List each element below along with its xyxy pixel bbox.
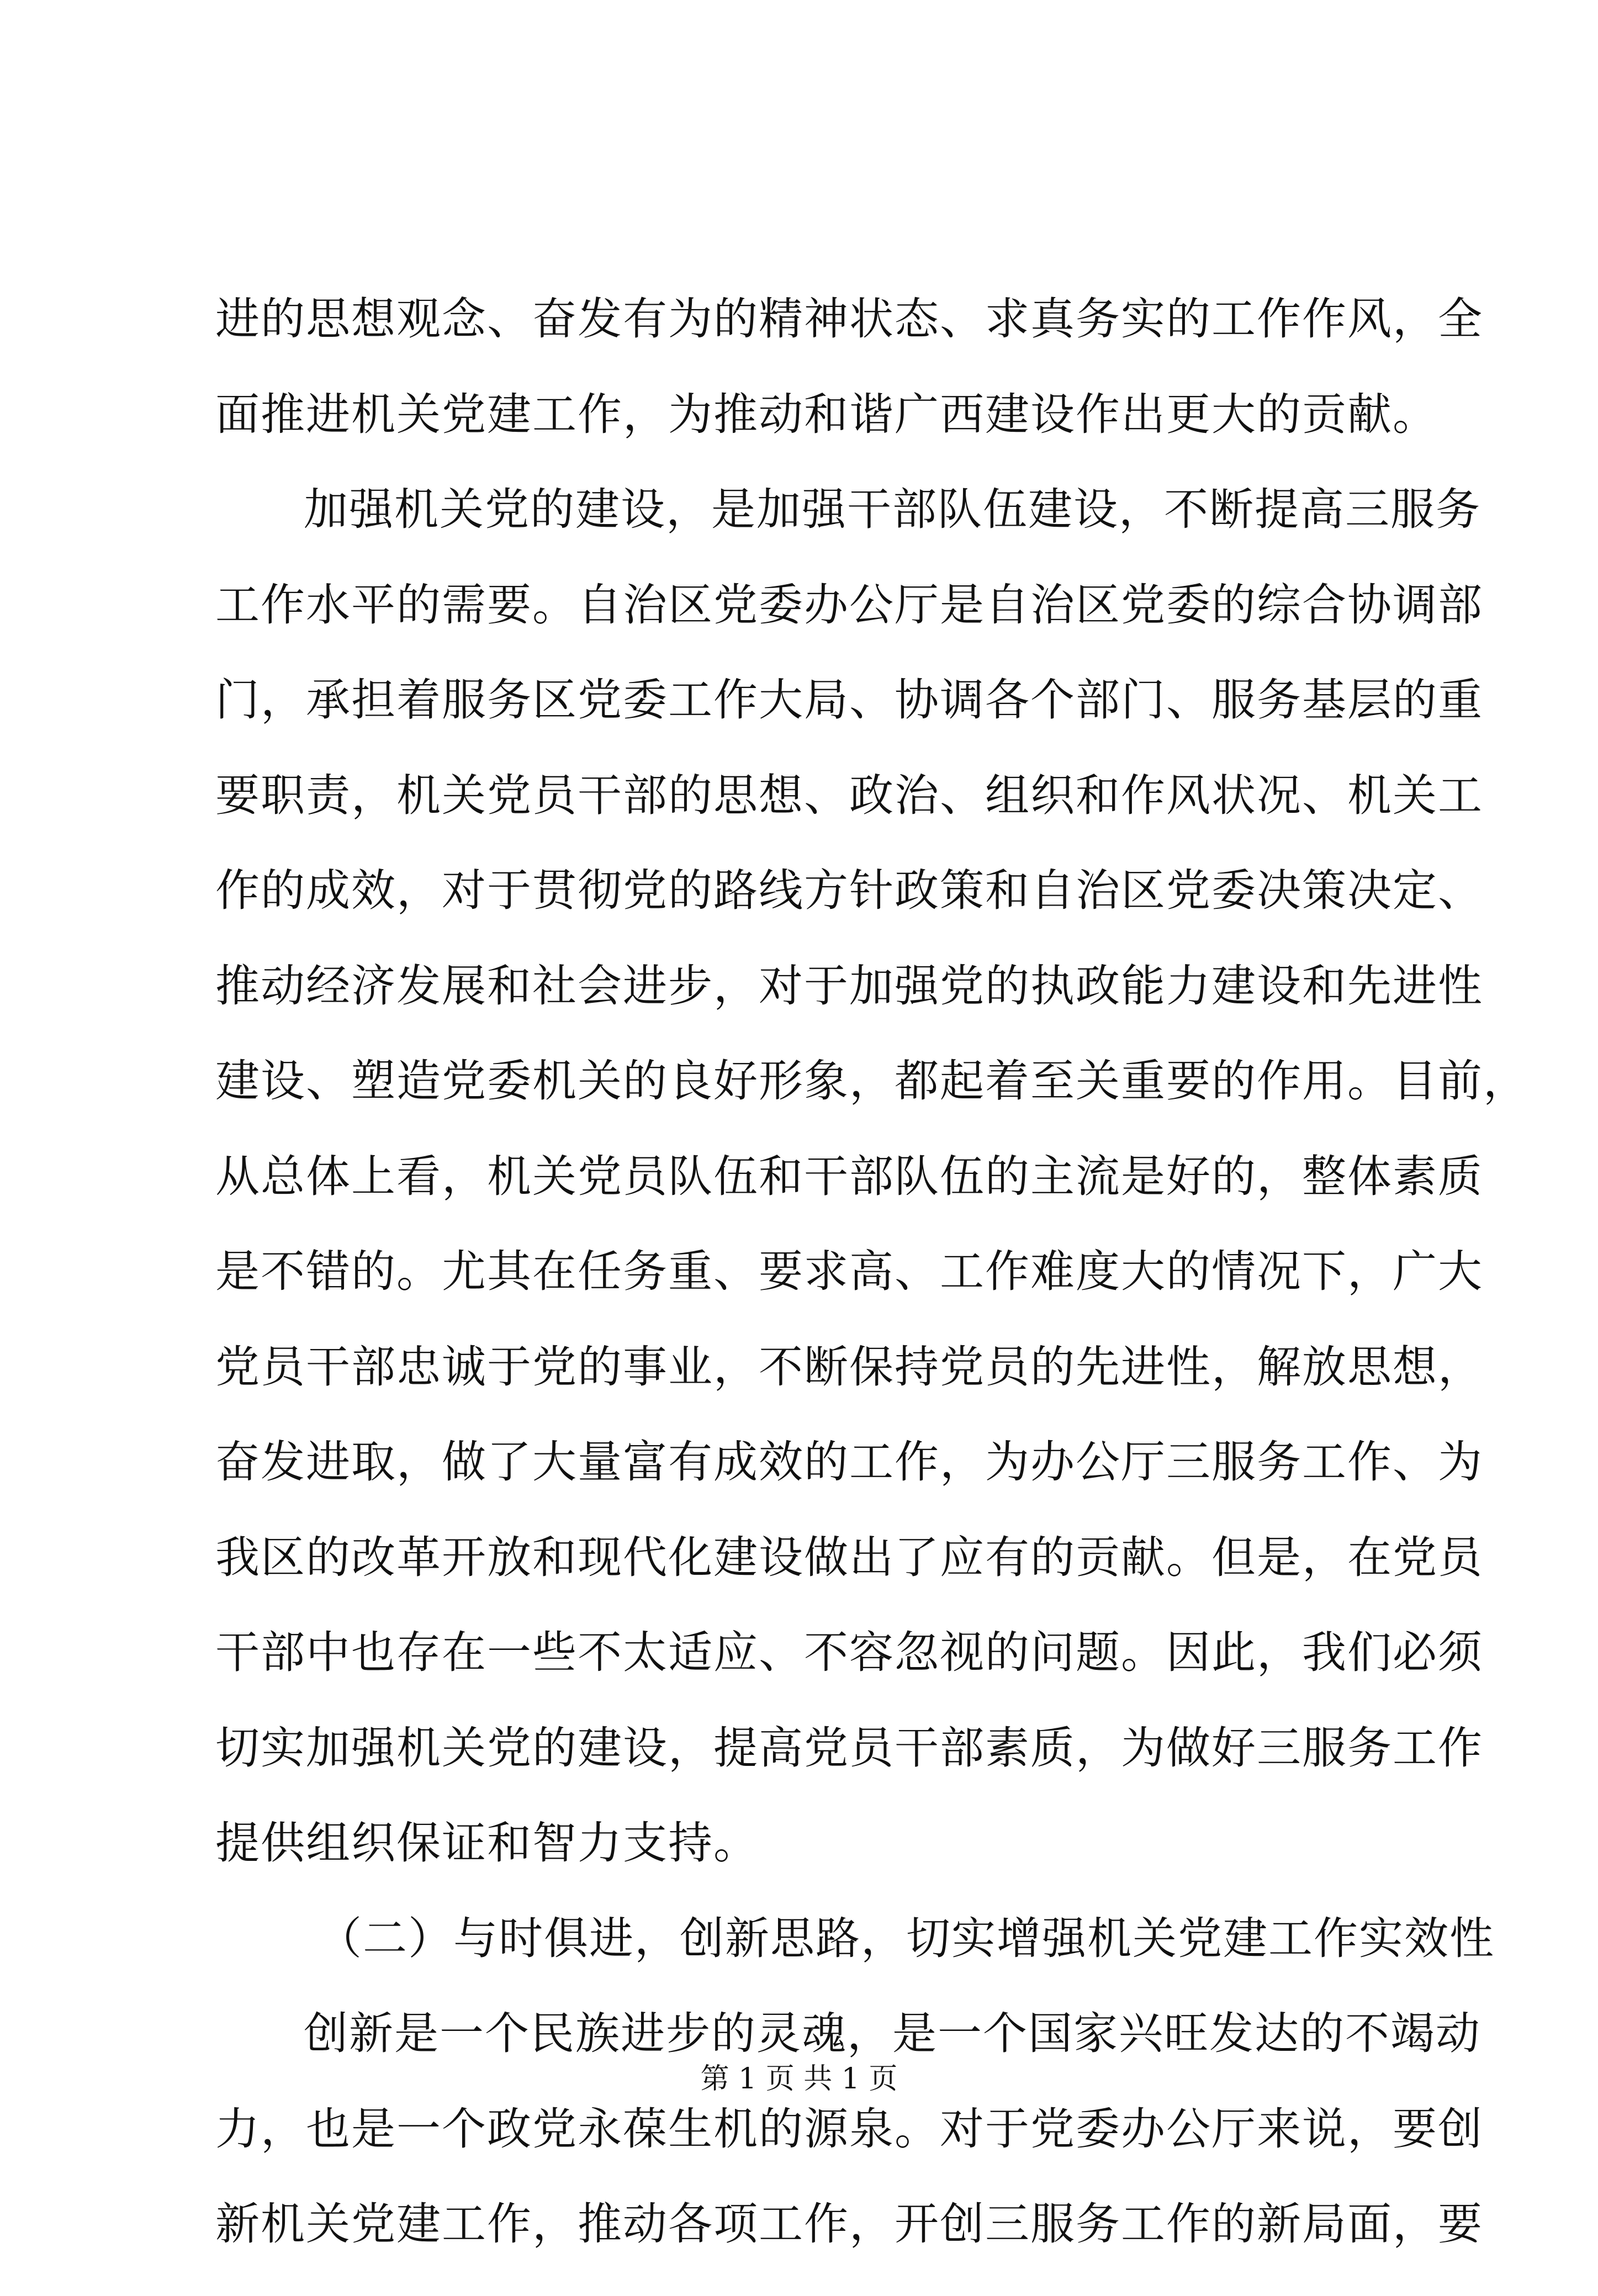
body-line: 奋发进取，做了大量富有成效的工作，为办公厅三服务工作、为 (215, 1436, 1483, 1488)
body-line: 党员干部忠诚于党的事业，不断保持党员的先进性，解放思想， (215, 1341, 1483, 1393)
body-line: 门，承担着服务区党委工作大局、协调各个部门、服务基层的重 (215, 674, 1483, 726)
body-line: 面推进机关党建工作，为推动和谐广西建设作出更大的贡献。 (215, 388, 1438, 440)
section-heading: （二）与时俱进，创新思路，切实增强机关党建工作实效性 (318, 1912, 1495, 1964)
body-line: 进的思想观念、奋发有为的精神状态、求真务实的工作作风，全 (215, 293, 1483, 345)
body-line: 作的成效，对于贯彻党的路线方针政策和自治区党委决策决定、 (215, 865, 1483, 916)
body-line: 我区的改革开放和现代化建设做出了应有的贡献。但是，在党员 (215, 1531, 1483, 1583)
paragraph-first-line: 加强机关党的建设，是加强干部队伍建设，不断提高三服务 (304, 484, 1481, 535)
body-line: 工作水平的需要。自治区党委办公厅是自治区党委的综合协调部 (215, 579, 1483, 631)
body-line: 要职责，机关党员干部的思想、政治、组织和作风状况、机关工 (215, 769, 1483, 821)
page-footer: 第 1 页 共 1 页 (700, 2062, 898, 2096)
body-line: 新机关党建工作，推动各项工作，开创三服务工作的新局面，要 (215, 2198, 1483, 2250)
body-line: 建设、塑造党委机关的良好形象，都起着至关重要的作用。目前， (215, 1055, 1528, 1107)
body-line: 力，也是一个政党永葆生机的源泉。对于党委办公厅来说，要创 (215, 2103, 1483, 2155)
body-line: 干部中也存在一些不太适应、不容忽视的问题。因此，我们必须 (215, 1627, 1483, 1678)
body-line: 提供组织保证和智力支持。 (215, 1817, 759, 1869)
body-line: 切实加强机关党的建设，提高党员干部素质，为做好三服务工作 (215, 1722, 1483, 1774)
body-line: 从总体上看，机关党员队伍和干部队伍的主流是好的，整体素质 (215, 1150, 1483, 1202)
paragraph-first-line: 创新是一个民族进步的灵魂，是一个国家兴旺发达的不竭动 (304, 2008, 1481, 2059)
body-line: 推动经济发展和社会进步，对于加强党的执政能力建设和先进性 (215, 960, 1483, 1012)
document-body (215, 293, 1528, 2296)
body-line: 是不错的。尤其在任务重、要求高、工作难度大的情况下，广大 (215, 1246, 1483, 1297)
